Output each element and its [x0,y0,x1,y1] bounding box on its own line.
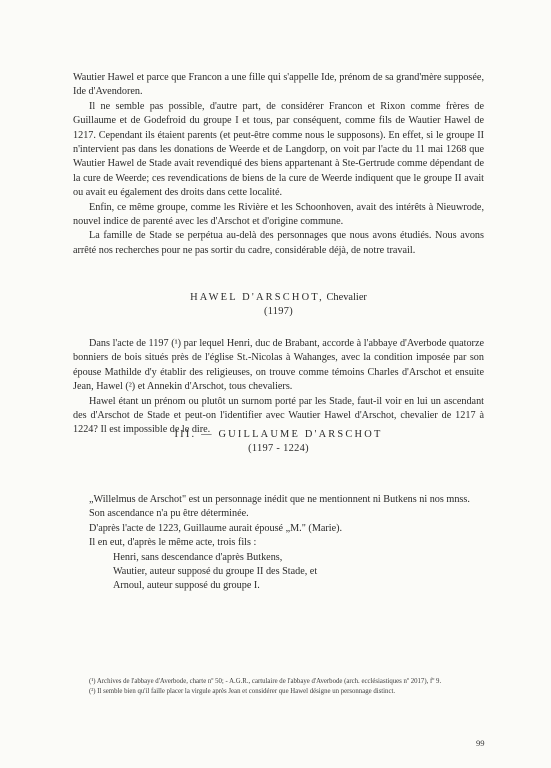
footnotes [73,677,486,697]
footnote: (¹) Archives de l'abbaye d'Averbode, charte nº 50; - A.G.R., cartulaire de l'abbaye d'Averbode (arch. ecclésiastiques nº 2017), fº 9. [89,678,442,685]
text-block-hawel [73,337,484,438]
paragraph: Wautier Hawel et parce que Francon a une fille qui s'appelle Ide, prénom de sa grand'mère supposée, Ide d'Avendoren. [73,72,484,98]
heading-title: HAWEL D'ARSCHOT, [190,292,324,303]
paragraph: La famille de Stade se perpétua au-delà des personnages que nous avons étudiés. Nous avons arrêté nos recherches pour ne pas sortir du cadre, considérable déjà, de notre travail. [73,230,484,256]
paragraph: Dans l'acte de 1197 (¹) par lequel Henri, duc de Brabant, accorde à l'abbaye d'Averbode quatorze bonniers de bois situés près de l'église St.-Nicolas à Wahanges, avec la condition imposée par son épouse Mathilde d'y établir des religieuses, on trouve comme témoins Charles d'Arschot et ensuite Jean, Hawel (²) et Annekin d'Arschot, tous chevaliers. [73,338,484,393]
paragraph: Son ascendance n'a pu être déterminée. [89,508,249,520]
paragraph: „Willelmus de Arschot" est un personnage inédit que ne mentionnent ni Butkens ni nos mnss. [89,494,470,505]
paragraph: Il en eut, d'après le même acte, trois fils : [89,537,257,549]
list-item: Arnoul, auteur supposé du groupe I. [113,580,260,592]
footnote: (²) Il semble bien qu'il faille placer la virgule après Jean et considérer que Hawel désigne un personnage distinct. [89,688,396,695]
heading-title: III. — GUILLAUME D'ARSCHOT [174,429,383,440]
list-item: Henri, sans descendance d'après Butkens, [113,551,283,563]
page-number: 99 [476,738,485,748]
paragraph: Enfin, ce même groupe, comme les Rivière et les Schoonhoven, avait des intérêts à Nieuwrode, nouvel indice de parenté avec les d'Arschot et d'origine commune. [73,201,484,228]
heading-suffix: Chevalier [326,292,367,303]
text-block-stade-family [73,71,484,258]
paragraph: Hawel étant un prénom ou plutôt un surnom porté par les Stade, faut-il voir en lui un ascendant des d'Arschot de Stade et peut-on l'identifier avec Wautier Hawel d'Arschot, chevalier de 1217 à 1224? Il est impossible de le dire. [73,395,484,436]
paragraph: D'après l'acte de 1223, Guillaume aurait épousé „M." (Marie). [89,522,343,534]
section-heading-hawel [73,291,484,319]
heading-date: (1197 - 1224) [248,443,309,454]
paragraph: Il ne semble pas possible, d'autre part, de considérer Francon et Rixon comme frères de Guillaume et de Godefroid du groupe I et tous, par conséquent, comme fils de Wautier Hawel de 1217. Cependant ils étaient parents (et peut-être comme nous le supposons). En effet, si le groupe II n'intervient pas dans les donations de Weerde et de Langdorp, on voit par l'acte du 11 mai 1268 que Wautier Hawel de Stade avait revendiqué des biens appartenant à Ste-Gertrude comme dépendant de la cure de Weerde; ces revendications de biens de la cure de Weerde indiquent que le groupe II avait ou avait eu également des droits dans cette localité. [73,100,484,199]
text-block-guillaume [73,493,484,594]
section-heading-guillaume [73,428,484,456]
heading-date: (1197) [263,306,294,317]
list-item: Wautier, auteur supposé du groupe II des Stade, et [113,566,318,578]
